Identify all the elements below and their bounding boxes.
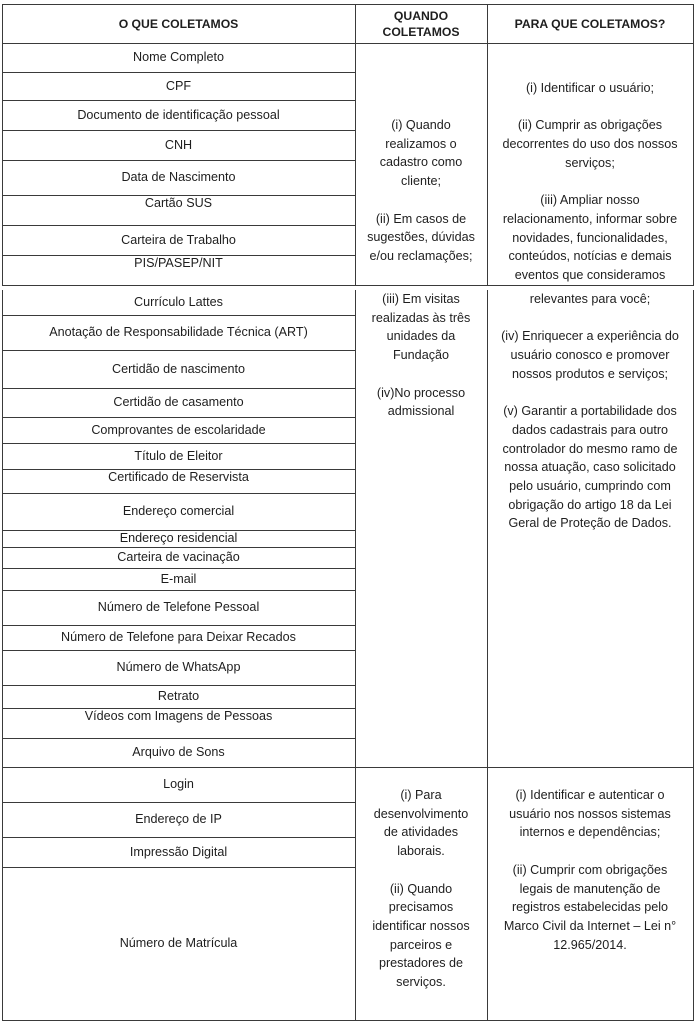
data-item-label: Arquivo de Sons — [132, 745, 225, 760]
why-line: registros estabelecidas pelo — [511, 900, 669, 915]
why-line: nossos produtos e serviços; — [511, 366, 669, 381]
data-item-cell — [2, 837, 355, 867]
data-item-label: Login — [163, 777, 194, 792]
data-item-label: Vídeos com Imagens de Pessoas — [84, 709, 273, 723]
when-line — [355, 365, 487, 384]
data-item-cell — [2, 160, 355, 195]
when-line: prestadores de — [378, 956, 463, 971]
data-item-label: Retrato — [157, 689, 200, 704]
data-item-cell — [2, 738, 355, 767]
data-item-cell — [2, 547, 355, 568]
data-item-label: Número de WhatsApp — [116, 660, 241, 675]
data-item-cell — [2, 625, 355, 650]
header-col1-label: O QUE COLETAMOS — [118, 16, 239, 31]
data-item-cell — [2, 290, 355, 315]
data-item-cell — [2, 530, 355, 547]
when-line: unidades da — [386, 329, 456, 344]
when-line: (iv)No processo — [376, 385, 466, 400]
why-line: nossa atuação, caso solicitado — [504, 460, 676, 475]
why-line: obrigação do artigo 18 da Lei — [508, 497, 672, 512]
data-item-label: Certidão de nascimento — [111, 361, 245, 376]
section3-why-text — [487, 786, 693, 954]
when-line: laborais. — [397, 844, 445, 859]
why-line: Marco Civil da Internet – Lei n° — [503, 918, 677, 933]
data-item-cell — [2, 388, 355, 417]
when-line: cliente; — [401, 174, 441, 189]
data-item-label: CPF — [165, 78, 192, 93]
data-item-cell — [2, 767, 355, 802]
data-item-cell — [2, 590, 355, 625]
data-item-label: Número de Telefone Pessoal — [97, 600, 260, 615]
when-line — [355, 861, 487, 880]
why-line: Geral de Proteção de Dados. — [508, 516, 672, 531]
why-line: relevantes para você; — [529, 292, 651, 306]
when-line: de atividades — [383, 825, 459, 840]
data-item-cell — [2, 867, 355, 1020]
when-line: (ii) Quando — [389, 881, 453, 896]
why-line: (ii) Cumprir com obrigações — [512, 862, 668, 877]
data-item-cell — [2, 130, 355, 160]
why-line: (iv) Enriquecer a experiência do — [501, 329, 679, 344]
header-when-we-collect — [355, 4, 487, 43]
data-item-label: Comprovantes de escolaridade — [91, 422, 266, 437]
data-item-label: Número de Matrícula — [119, 936, 238, 951]
data-item-label: E-mail — [160, 571, 197, 586]
why-line: (iii) Ampliar nosso — [540, 193, 640, 208]
why-line: legais de manutenção de — [519, 881, 661, 896]
data-item-label: Carteira de vacinação — [117, 550, 240, 565]
data-item-cell — [2, 802, 355, 837]
data-item-cell — [2, 72, 355, 100]
data-item-label: Número de Telefone para Deixar Recados — [61, 630, 296, 645]
section1-why-text — [487, 79, 693, 285]
data-item-label: Data de Nascimento — [121, 170, 236, 185]
header-why-we-collect — [487, 4, 693, 43]
data-item-label: Cartão SUS — [144, 196, 213, 210]
table-bottom-border — [2, 1020, 694, 1021]
when-line: identificar nossos — [372, 918, 470, 933]
data-item-cell — [2, 350, 355, 388]
data-item-cell — [2, 255, 355, 287]
why-line: (v) Garantir a portabilidade dos — [503, 404, 677, 419]
why-line — [487, 384, 693, 403]
when-line: (i) Para — [400, 788, 442, 802]
why-line — [487, 842, 693, 861]
header-col3-label: PARA QUE COLETAMOS? — [514, 16, 666, 31]
data-item-cell — [2, 493, 355, 530]
data-item-label: CNH — [164, 137, 193, 152]
data-item-cell — [2, 443, 355, 469]
when-line: (ii) Em casos de — [375, 211, 467, 226]
why-line: novidades, funcionalidades, — [512, 230, 668, 245]
why-line: decorrentes do uso dos nossos — [502, 137, 678, 152]
section2-when-text — [355, 290, 487, 421]
column-border-3 — [693, 290, 694, 1021]
when-line: Fundação — [392, 348, 449, 363]
data-item-cell — [2, 225, 355, 255]
data-item-cell — [2, 469, 355, 495]
why-line: (ii) Cumprir as obrigações — [517, 118, 663, 133]
when-line: e/ou reclamações; — [369, 248, 473, 263]
data-item-label: Endereço comercial — [122, 504, 235, 519]
when-line: serviços. — [396, 975, 446, 990]
why-line: (i) Identificar o usuário; — [525, 81, 655, 95]
section3-when-text — [355, 786, 487, 992]
data-item-label: Impressão Digital — [129, 844, 228, 859]
data-item-cell — [2, 708, 355, 740]
header-col2-line1: QUANDO — [393, 8, 449, 23]
when-line: parceiros e — [389, 937, 453, 952]
data-item-cell — [2, 43, 355, 72]
column-border-3 — [693, 4, 694, 286]
data-item-label: Nome Completo — [133, 50, 224, 65]
when-line: realizamos o — [385, 136, 457, 151]
why-line: pelo usuário, cumprindo com — [509, 479, 671, 493]
why-line — [487, 98, 693, 117]
data-item-label: Endereço residencial — [119, 531, 238, 546]
when-line: admissional — [387, 404, 455, 419]
when-line: desenvolvimento — [373, 806, 469, 821]
when-line — [355, 191, 487, 210]
data-item-label: Título de Eleitor — [134, 448, 223, 463]
when-line: sugestões, dúvidas — [367, 230, 475, 245]
data-item-cell — [2, 417, 355, 443]
why-line: eventos que consideramos — [514, 268, 666, 282]
section1-when-text — [355, 116, 487, 266]
when-line: precisamos — [388, 900, 454, 915]
data-item-label: PIS/PASEP/NIT — [134, 256, 223, 270]
when-line: realizadas às três — [371, 310, 471, 325]
why-line: serviços; — [565, 155, 615, 170]
data-item-label: Endereço de IP — [135, 812, 222, 827]
section2-why-text — [487, 290, 693, 533]
data-item-label: Currículo Lattes — [134, 295, 223, 310]
data-item-cell — [2, 195, 355, 227]
why-line: 12.965/2014. — [553, 937, 627, 952]
when-line: cadastro como — [379, 155, 463, 170]
why-line — [487, 309, 693, 328]
data-item-cell — [2, 685, 355, 708]
data-item-label: Anotação de Responsabilidade Técnica (ART) — [49, 325, 308, 340]
why-line: internos e dependências; — [519, 825, 661, 840]
data-item-cell — [2, 100, 355, 130]
data-item-label: Carteira de Trabalho — [121, 232, 236, 247]
when-line: (i) Quando — [391, 118, 451, 132]
why-line — [487, 173, 693, 192]
data-item-cell — [2, 568, 355, 590]
header-what-we-collect — [2, 4, 355, 43]
why-line: usuário nos nossos sistemas — [509, 806, 671, 821]
why-line: controlador do mesmo ramo de — [502, 441, 678, 456]
data-item-label: Certidão de casamento — [113, 395, 244, 410]
data-item-label: Certificado de Reservista — [108, 470, 249, 484]
why-line: (i) Identificar e autenticar o — [515, 788, 665, 802]
header-col2-line2: COLETAMOS — [382, 24, 460, 39]
when-line: (iii) Em visitas — [382, 292, 460, 306]
data-item-cell — [2, 315, 355, 350]
why-line: dados cadastrais para outro — [511, 422, 669, 437]
why-line: relacionamento, informar sobre — [502, 211, 678, 226]
data-item-cell — [2, 650, 355, 685]
why-line: usuário conosco e promover — [510, 348, 670, 363]
data-item-label: Documento de identificação pessoal — [77, 107, 280, 122]
why-line: conteúdos, notícias e demais — [508, 249, 672, 264]
